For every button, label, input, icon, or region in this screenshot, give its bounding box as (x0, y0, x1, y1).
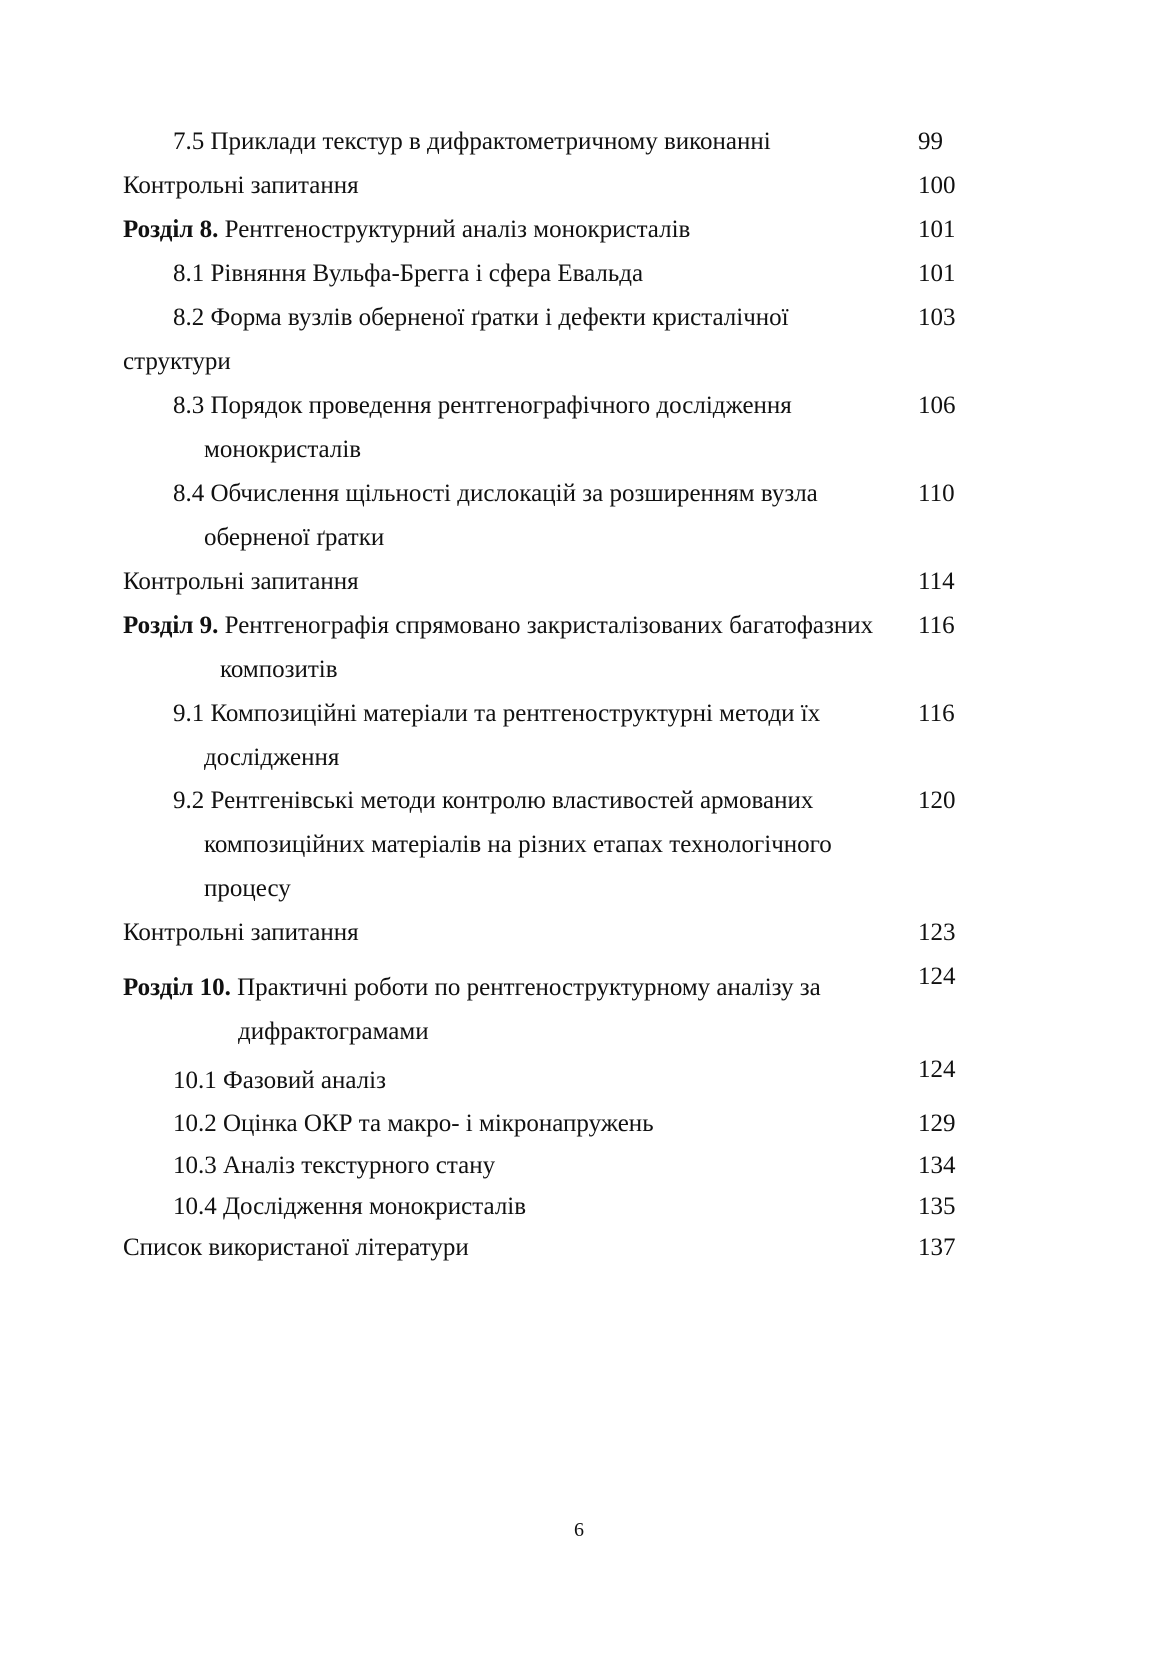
page-number: 6 (574, 1519, 584, 1541)
toc-entry-8-2-continuation: структури (123, 348, 231, 375)
toc-entry-chapter-8 (123, 215, 690, 245)
toc-page-number: 110 (918, 480, 955, 507)
toc-page-number: 135 (918, 1193, 956, 1220)
toc-page-number: 137 (918, 1234, 956, 1261)
toc-page-number: 129 (918, 1110, 956, 1137)
toc-page-number: 134 (918, 1152, 956, 1179)
toc-entry-9-2-continuation: процесу (204, 875, 291, 902)
toc-page-number: 100 (918, 172, 956, 199)
toc-entry-9-2-continuation: композиційних матеріалів на різних етапах технологічного (204, 831, 832, 858)
toc-page-number: 120 (918, 787, 956, 814)
chapter-label: Розділ 9. (123, 612, 219, 639)
toc-entry-9-2: 9.2 Рентгенівські методи контролю властивостей армованих (173, 787, 814, 814)
chapter-label: Розділ 10. (123, 974, 231, 1001)
toc-entry-8-2: 8.2 Форма вузлів оберненої ґратки і дефекти кристалічної (173, 304, 789, 331)
toc-entry-8-3-continuation: монокристалів (204, 436, 362, 463)
toc-page-number: 106 (918, 392, 956, 419)
toc-entry-control-questions: Контрольні запитання (123, 919, 359, 946)
toc-entry-chapter-9-continuation: композитів (220, 656, 338, 683)
toc-entry-8-4: 8.4 Обчислення щільності дислокацій за розширенням вузла (173, 480, 818, 507)
toc-page-number: 124 (918, 1056, 956, 1083)
toc-page-number: 114 (918, 568, 955, 595)
toc-page-number: 116 (918, 700, 955, 727)
toc-entry-7-5: 7.5 Приклади текстур в дифрактометричному виконанні (173, 128, 771, 155)
toc-entry-10-4: 10.4 Дослідження монокристалів (173, 1193, 527, 1220)
toc-entry-chapter-9 (123, 611, 873, 641)
toc-entry-control-questions: Контрольні запитання (123, 172, 359, 199)
toc-entry-10-3: 10.3 Аналіз текстурного стану (173, 1152, 496, 1179)
toc-page-number: 101 (918, 260, 956, 287)
chapter-title: Рентгенографія спрямовано закристалізованих багатофазних (218, 612, 874, 639)
chapter-label: Розділ 8. (123, 216, 219, 243)
toc-page-number: 124 (918, 963, 956, 990)
chapter-title: Рентгеноструктурний аналіз монокристалів (218, 216, 691, 243)
toc-entry-references: Список використаної літератури (123, 1234, 469, 1261)
toc-page-number: 116 (918, 612, 955, 639)
toc-page-number: 99 (918, 128, 943, 155)
toc-entry-chapter-10-continuation: дифрактограмами (238, 1018, 429, 1045)
chapter-title: Практичні роботи по рентгеноструктурному аналізу за (230, 974, 821, 1001)
toc-page-number: 103 (918, 304, 956, 331)
toc-page-number: 123 (918, 919, 956, 946)
toc-entry-10-2: 10.2 Оцінка ОКР та макро- і мікронапружень (173, 1110, 654, 1137)
toc-entry-9-1: 9.1 Композиційні матеріали та рентгеноструктурні методи їх (173, 700, 821, 727)
toc-entry-control-questions: Контрольні запитання (123, 568, 359, 595)
toc-entry-chapter-10 (123, 973, 821, 1003)
toc-entry-8-4-continuation: оберненої ґратки (204, 524, 385, 551)
toc-page-number: 101 (918, 216, 956, 243)
toc-entry-8-1: 8.1 Рівняння Вульфа-Брегга і сфера Евальда (173, 260, 644, 287)
toc-entry-10-1: 10.1 Фазовий аналіз (173, 1067, 386, 1094)
toc-entry-9-1-continuation: дослідження (204, 744, 340, 771)
toc-entry-8-3: 8.3 Порядок проведення рентгенографічного дослідження (173, 392, 792, 419)
